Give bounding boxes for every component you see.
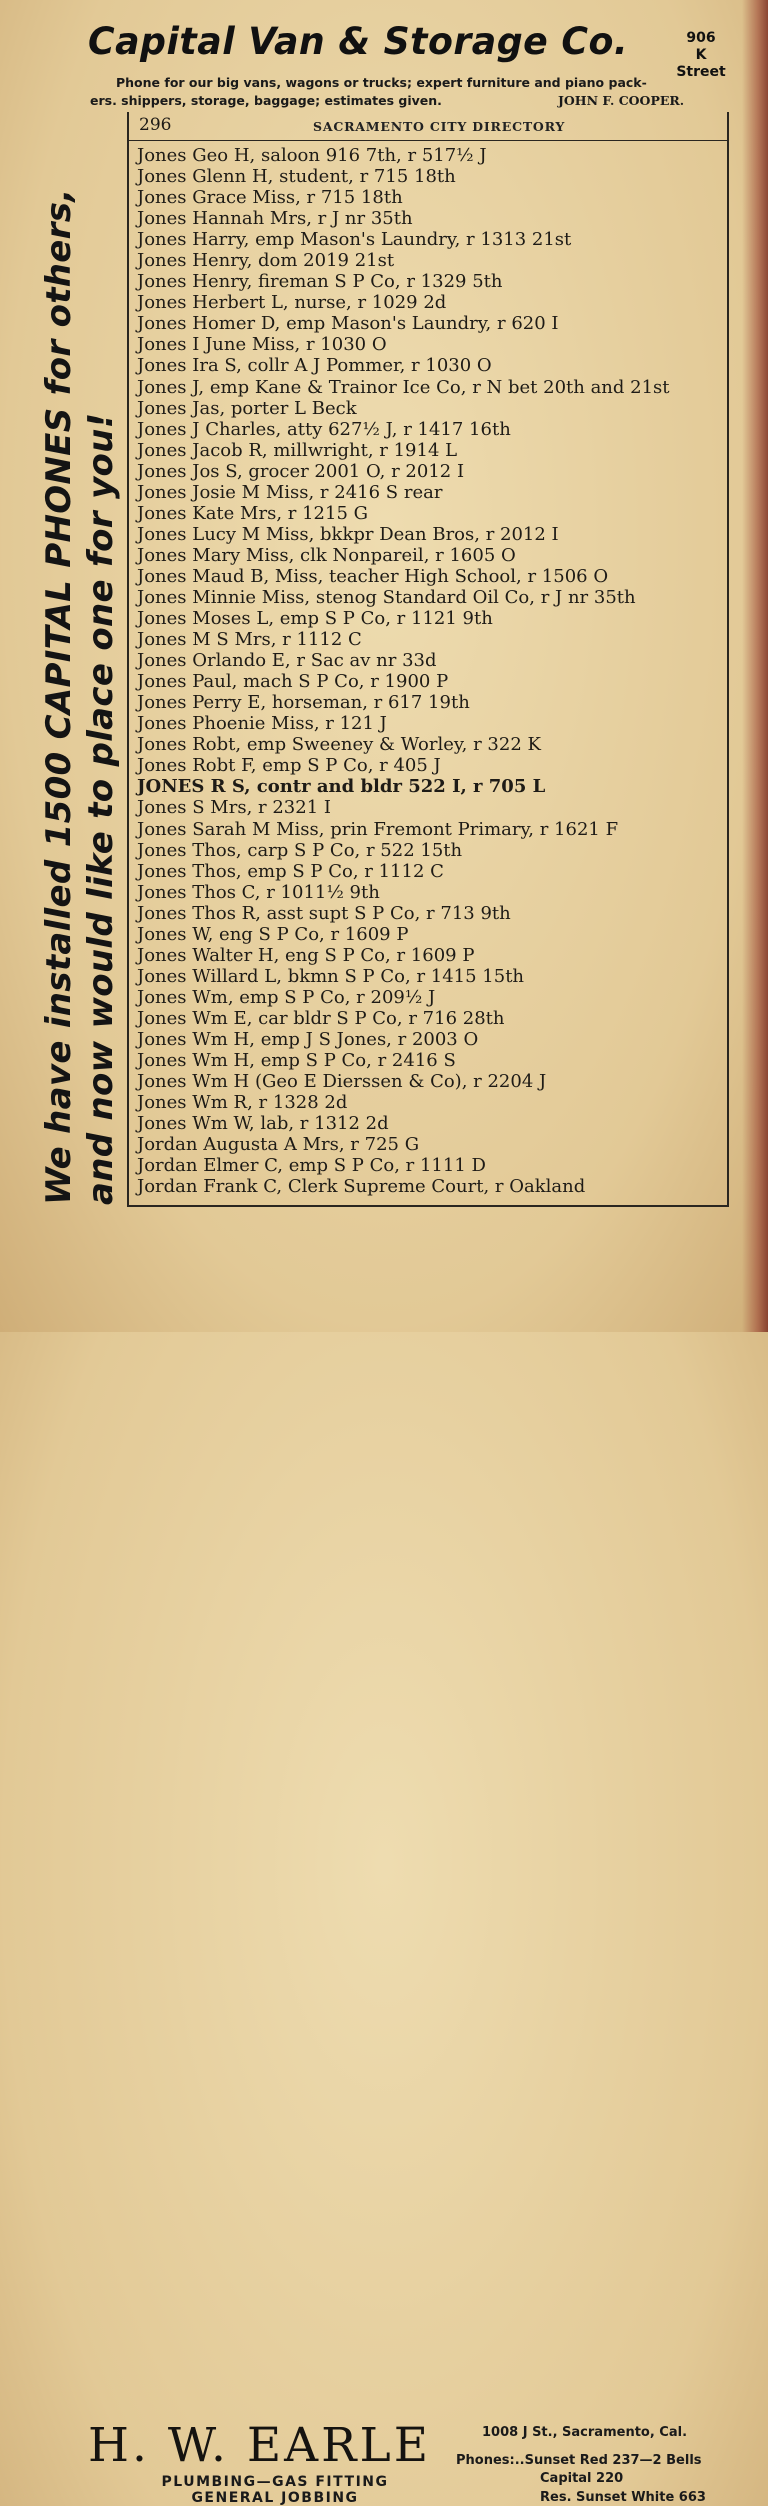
firm-services [150,2474,400,2506]
directory-entry: Jones Phoenie Miss, r 121 J [137,713,387,735]
directory-entry: Jones J, emp Kane & Trainor Ice Co, r N bet 20th and 21st [137,376,670,398]
directory-entry: Jones Thos C, r 1011½ 9th [137,881,380,903]
directory-entry: Jones Moses L, emp S P Co, r 1121 9th [137,608,493,630]
page-number: 296 [139,115,172,135]
firm-phone-2: Capital 220 [540,2471,624,2486]
top-advertisement [0,0,768,112]
directory-entry: Jones Maud B, Miss, teacher High School, r 1506 O [137,565,609,587]
directory-entry: Jones Jos S, grocer 2001 O, r 2012 I [137,460,465,482]
firm-name: H. W. EARLE [88,2418,431,2473]
directory-entry: Jones Orlando E, r Sac av nr 33d [137,650,437,672]
directory-entry: Jones Thos, emp S P Co, r 1112 C [137,860,444,882]
directory-entry: JONES R S, contr and bldr 522 I, r 705 L [137,776,546,798]
ad-address-number: 906 [686,30,716,46]
directory-entry: Jones Wm H, emp J S Jones, r 2003 O [137,1028,479,1050]
directory-entry: Jones Lucy M Miss, bkkpr Dean Bros, r 2012 I [137,523,559,545]
directory-entry: Jones I June Miss, r 1030 O [137,334,387,356]
directory-entry: Jordan Frank C, Clerk Supreme Court, r Oakland [137,1176,586,1198]
header-rule [127,140,727,141]
directory-entry: Jones Sarah M Miss, prin Fremont Primary, r 1621 F [137,818,619,840]
directory-entry: Jones Thos R, asst supt S P Co, r 713 9th [137,902,511,924]
directory-entry: Jones Thos, carp S P Co, r 522 15th [137,839,463,861]
directory-entry: Jones M S Mrs, r 1112 C [137,629,362,651]
directory-entry: Jones J Charles, atty 627½ J, r 1417 16th [137,418,511,440]
page-edge-shadow [742,0,768,1332]
directory-entry: Jones Wm, emp S P Co, r 209½ J [137,986,436,1008]
side-ad-line-1: We have installed 1500 CAPITAL PHONES for others, [39,188,79,1205]
directory-entry: Jones Walter H, eng S P Co, r 1609 P [137,944,475,966]
directory-entry: Jones Robt F, emp S P Co, r 405 J [137,755,441,777]
directory-entry: Jones Herbert L, nurse, r 1029 2d [137,292,447,314]
directory-entry: Jones Robt, emp Sweeney & Worley, r 322 K [137,734,541,756]
directory-entry: Jones Henry, fireman S P Co, r 1329 5th [137,271,503,293]
services-line-2: GENERAL JOBBING [191,2490,359,2506]
side-advertisement [38,125,122,1205]
directory-entry: Jones Jacob R, millwright, r 1914 L [137,439,458,461]
directory-entry: Jones Mary Miss, clk Nonpareil, r 1605 O [137,544,516,566]
directory-entry: Jones Homer D, emp Mason's Laundry, r 620 I [137,313,559,335]
ad-company-name: Capital Van & Storage Co. [88,20,629,63]
directory-entry: Jones Wm R, r 1328 2d [137,1092,348,1114]
directory-entry: Jones Grace Miss, r 715 18th [137,187,403,209]
directory-entry: Jones Josie M Miss, r 2416 S rear [137,481,443,503]
directory-entry: Jones Minnie Miss, stenog Standard Oil Co, r J nr 35th [137,586,636,608]
directory-entry: Jones Geo H, saloon 916 7th, r 517½ J [137,145,487,166]
ad-address [675,30,727,81]
ad-description-line-1: Phone for our big vans, wagons or trucks; expert furniture and piano pack- [116,75,647,90]
directory-entry: Jones Jas, porter L Beck [137,397,357,419]
directory-entry: Jones Wm E, car bldr S P Co, r 716 28th [137,1007,505,1029]
directory-entry: Jones Wm H, emp S P Co, r 2416 S [137,1050,456,1072]
running-head: SACRAMENTO CITY DIRECTORY [313,119,566,134]
bottom-advertisement [0,1208,768,2506]
directory-entries [137,145,670,1197]
directory-entry: Jones Harry, emp Mason's Laundry, r 1313 21st [137,229,572,251]
directory-entry: Jones Henry, dom 2019 21st [137,250,395,272]
firm-phone-1: Phones:..Sunset Red 237—2 Bells [456,2453,702,2468]
directory-entry: Jones Wm W, lab, r 1312 2d [137,1113,389,1135]
directory-entry: Jones Wm H (Geo E Dierssen & Co), r 2204 J [137,1071,547,1093]
services-line-1: PLUMBING—GAS FITTING [161,2474,389,2490]
directory-entry: Jones Ira S, collr A J Pommer, r 1030 O [137,355,492,377]
ad-description-line-2: ers. shippers, storage, baggage; estimates given. [90,93,442,108]
directory-entry: Jones Kate Mrs, r 1215 G [137,502,368,524]
directory-entry: Jordan Augusta A Mrs, r 725 G [137,1134,420,1156]
directory-entry: Jones Perry E, horseman, r 617 19th [137,692,470,714]
directory-entry: Jones Hannah Mrs, r J nr 35th [137,208,413,230]
ad-address-street: K Street [676,47,726,80]
directory-entry: Jones W, eng S P Co, r 1609 P [137,923,409,945]
directory-entry: Jones Paul, mach S P Co, r 1900 P [137,671,449,693]
ad-proprietor: JOHN F. COOPER. [558,93,685,108]
directory-entry: Jones Willard L, bkmn S P Co, r 1415 15th [137,965,525,987]
directory-entry: Jordan Elmer C, emp S P Co, r 1111 D [137,1155,486,1177]
firm-address: 1008 J St., Sacramento, Cal. [482,2425,688,2440]
side-ad-line-2: and now would like to place one for you! [81,412,121,1205]
firm-phone-3: Res. Sunset White 663 [540,2490,706,2505]
directory-entry: Jones Glenn H, student, r 715 18th [137,166,456,188]
directory-entry: Jones S Mrs, r 2321 I [137,797,331,819]
